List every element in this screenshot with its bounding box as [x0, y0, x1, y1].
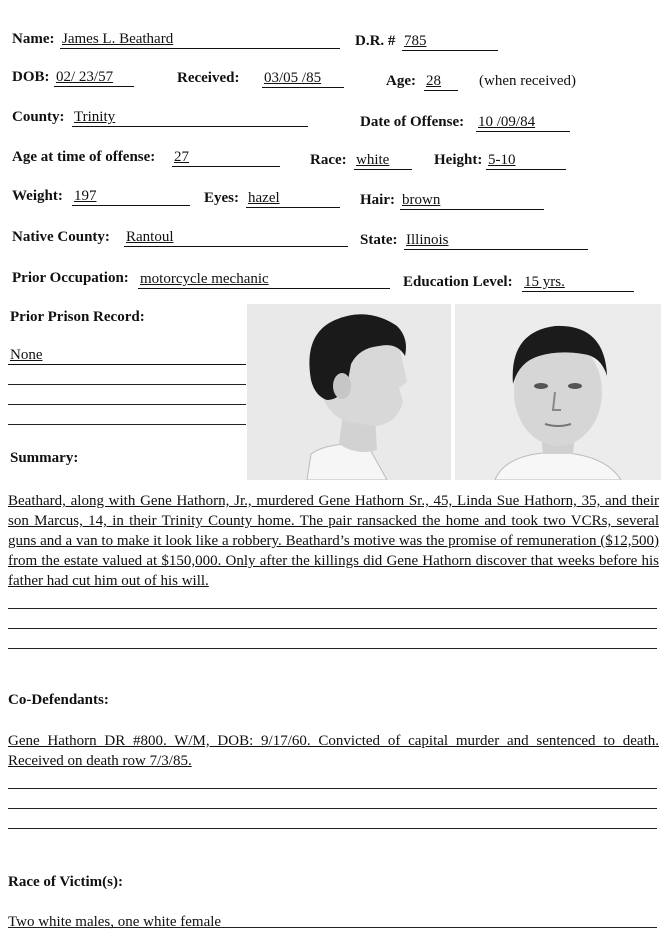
co-defendants-heading: Co-Defendants: — [8, 692, 109, 708]
age-value: 28 — [424, 72, 458, 91]
weight-value: 197 — [72, 187, 190, 206]
dob-value: 02/ 23/57 — [54, 68, 134, 87]
summary-blank-line — [8, 608, 657, 609]
prior-prison-record-label: Prior Prison Record: — [10, 309, 145, 325]
county-value: Trinity — [72, 108, 308, 127]
weight-label: Weight: — [12, 188, 63, 204]
name-value: James L. Beathard — [60, 30, 340, 49]
prior-occupation-value: motorcycle mechanic — [138, 270, 390, 289]
age-at-offense-value: 27 — [172, 148, 280, 167]
height-label: Height: — [434, 152, 483, 168]
education-level-value: 15 yrs. — [522, 273, 634, 292]
when-received-note: (when received) — [479, 73, 577, 89]
prior-record-blank-line — [8, 384, 246, 385]
native-county-label: Native County: — [12, 229, 110, 245]
eyes-value: hazel — [246, 189, 340, 208]
race-of-victims-heading: Race of Victim(s): — [8, 874, 123, 890]
co-defendants-text: Gene Hathorn DR #800. W/M, DOB: 9/17/60. Convicted of capital murder and sentenced to death. Received on death row 7/3/85. — [8, 733, 659, 769]
race-value: white — [354, 151, 412, 170]
mugshot-profile-photo — [247, 304, 451, 480]
native-county-value: Rantoul — [124, 228, 348, 247]
received-label: Received: — [177, 70, 240, 86]
summary-text: Beathard, along with Gene Hathorn, Jr., murdered Gene Hathorn Sr., 45, Linda Sue Hathorn, 35, and their son Marcus, 14, in their Trinity County home. The pair ransacked the home and took two VCRs, several guns and a van to make it look like a robbery. Beathard’s motive was the promise of remuneration ($12,500) from the estate valued at $150,000. Only after the killings did Gene Hathorn discover that weeks before his father had cut him out of his will. — [8, 493, 659, 589]
prior-prison-record-value: None — [8, 346, 246, 365]
race-of-victims-line — [8, 927, 657, 928]
race-label: Race: — [310, 152, 347, 168]
dr-label: D.R. # — [355, 33, 396, 49]
name-label: Name: — [12, 31, 55, 47]
eyes-label: Eyes: — [204, 190, 239, 206]
prior-record-blank-line — [8, 404, 246, 405]
mugshot-front-photo — [455, 304, 661, 480]
received-value: 03/05 /85 — [262, 69, 344, 88]
prior-occupation-label: Prior Occupation: — [12, 270, 129, 286]
state-label: State: — [360, 232, 398, 248]
summary-blank-line — [8, 628, 657, 629]
dob-label: DOB: — [12, 69, 50, 85]
race-of-victims-text: Two white males, one white female — [8, 914, 222, 930]
profile-silhouette — [247, 304, 451, 480]
county-label: County: — [12, 109, 65, 125]
prior-record-blank-line — [8, 424, 246, 425]
summary-heading: Summary: — [10, 450, 79, 466]
co-defendants-blank-line — [8, 828, 657, 829]
height-value: 5-10 — [486, 151, 566, 170]
age-label: Age: — [386, 73, 416, 89]
front-silhouette — [455, 304, 661, 480]
dr-value: 785 — [402, 32, 498, 51]
co-defendants-blank-line — [8, 788, 657, 789]
hair-value: brown — [400, 191, 544, 210]
date-of-offense-label: Date of Offense: — [360, 114, 465, 130]
education-level-label: Education Level: — [403, 274, 513, 290]
date-of-offense-value: 10 /09/84 — [476, 113, 570, 132]
summary-blank-line — [8, 648, 657, 649]
state-value: Illinois — [404, 231, 588, 250]
co-defendants-blank-line — [8, 808, 657, 809]
age-at-offense-label: Age at time of offense: — [12, 149, 156, 165]
hair-label: Hair: — [360, 192, 395, 208]
